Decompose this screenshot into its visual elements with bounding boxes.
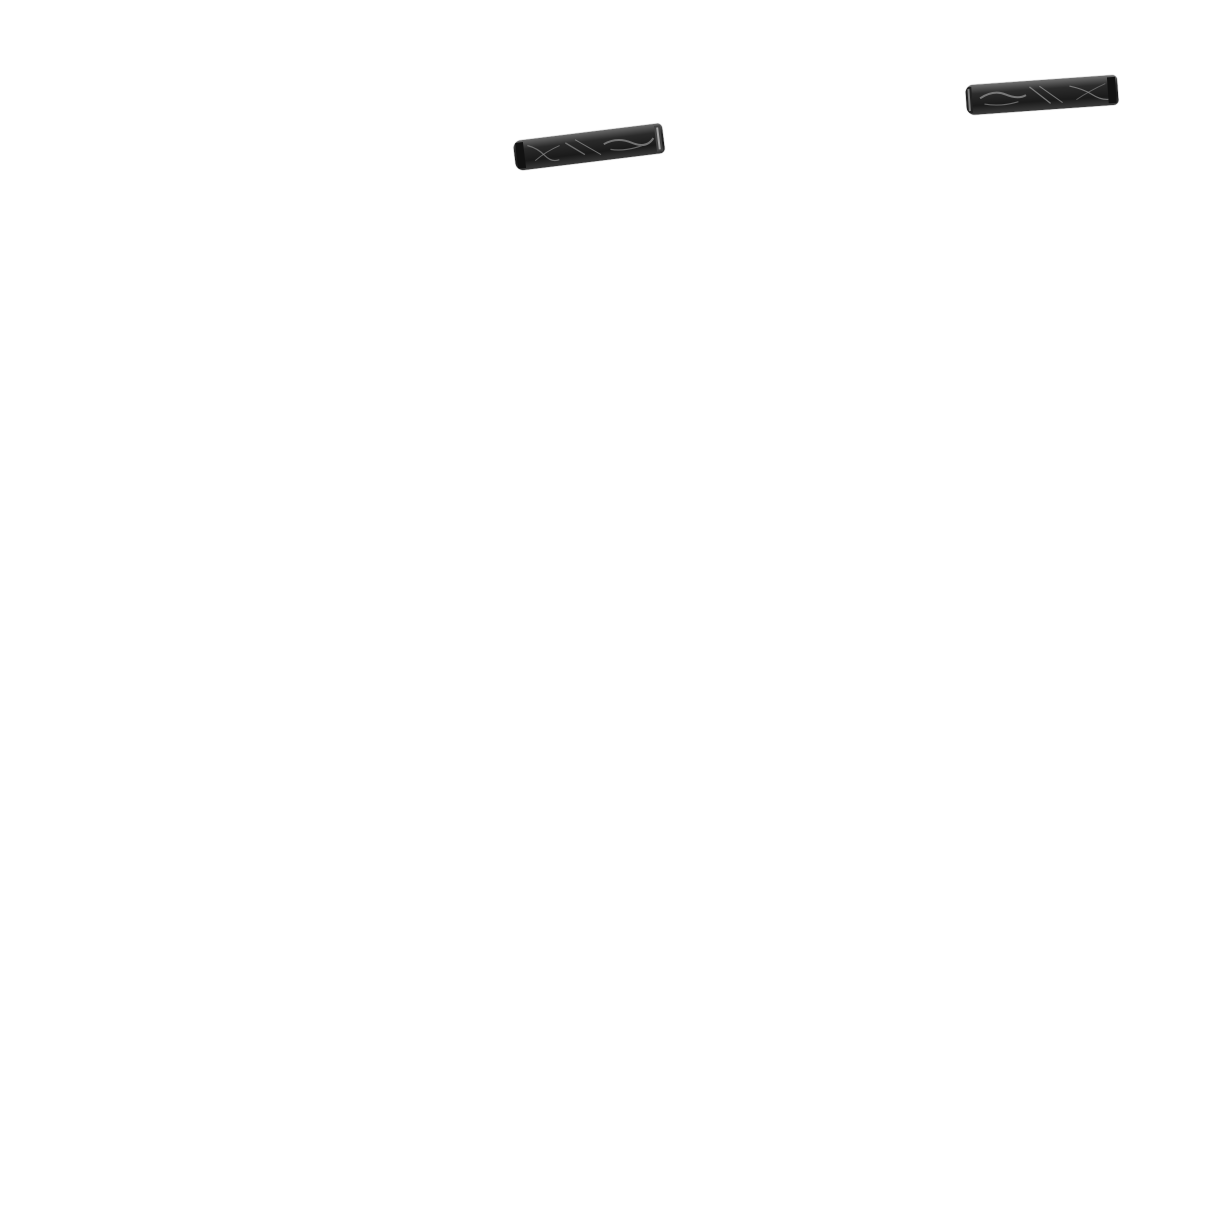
handlebar-grip-left (513, 123, 666, 171)
grip-texture-left (513, 123, 666, 171)
grip-texture-right (965, 75, 1119, 116)
handlebar-grip-right (965, 75, 1119, 116)
